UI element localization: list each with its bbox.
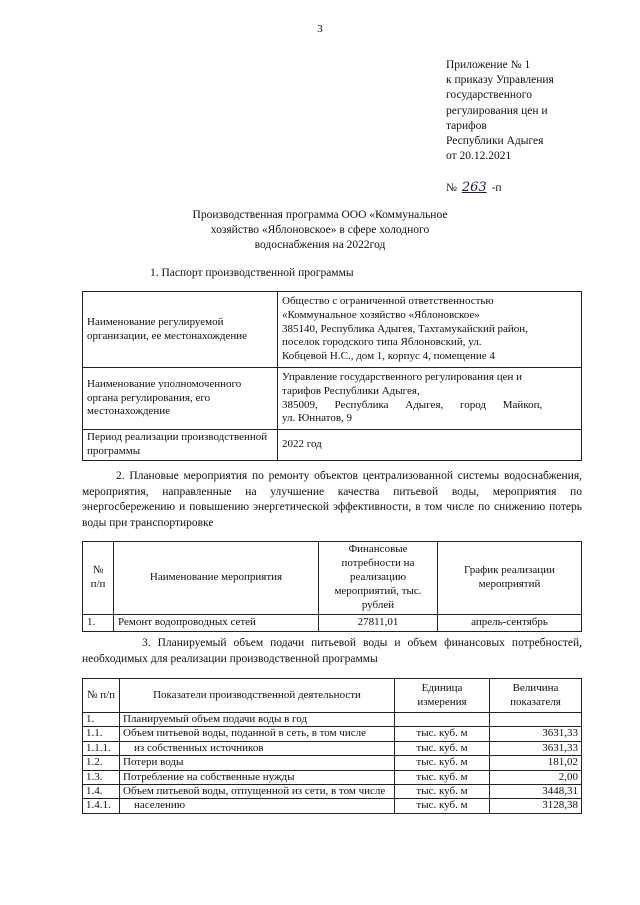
cell-num: 1.1.1. [83,741,120,755]
measures-table [82,541,582,632]
table-row [83,614,582,631]
title-line: водоснабжения на 2022год [254,238,386,251]
section2-paragraph: 2. Плановые мероприятия по ремонту объектов централизованной системы водоснабжения, мероприятия, направленные на улучшение качества питьевой воды, мероприятия по энергосбережению и повышению энергетической эффективности, в том числе по снижению потерь воды при транспортировке [82,470,582,529]
col-header-num: № п/п [83,542,114,615]
table-row [83,430,582,461]
cell-unit: тыс. куб. м [395,770,490,784]
cell-indicator: Потери воды [120,756,395,770]
table-row [83,727,582,741]
passport-value-line: Общество с ограниченной ответственностью [282,294,494,307]
cell-value [490,713,582,727]
document-title [140,208,500,253]
cell-num: 1.4.1. [83,799,120,813]
appendix-line: регулирования цен и [446,104,548,117]
order-number-suffix: -п [491,182,502,194]
table-row [83,368,582,430]
cell-schedule: апрель-сентябрь [438,614,582,631]
passport-label: Наименование регулируемой организации, ее местонахождение [83,292,278,368]
title-line: Производственная программа ООО «Коммунальное [192,209,448,221]
passport-value-line: 385140, Республика Адыгея, Тахтамукайский район, [282,322,528,335]
title-line: хозяйство «Яблоновское» в сфере холодного [210,223,430,236]
cell-finance: 27811,01 [319,614,438,631]
cell-indicator: Объем питьевой воды, отпущенной из сети, в том числе [120,785,395,799]
passport-value-line: тарифов Республики Адыгея, [282,384,420,397]
table-row [83,799,582,813]
page-number: 3 [317,23,323,35]
col-header-schedule: График реализации мероприятий [438,542,582,615]
cell-value: 3631,33 [490,727,582,741]
table-header-row [83,542,582,615]
cell-unit [395,713,490,727]
passport-value-line: Кобцевой Н.С., дом 1, корпус 4, помещение 4 [282,350,495,363]
appendix-line: Республики Адыгея [446,134,544,147]
cell-value: 3448,31 [490,785,582,799]
passport-value-line: ул. Юннатов, 9 [282,412,353,425]
section3-paragraph: 3. Планируемый объем подачи питьевой воды и объем финансовых потребностей, необходимых для реализации производственной программы [82,637,582,665]
passport-value [278,292,582,368]
section1-heading: 1. Паспорт производственной программы [150,267,354,279]
cell-unit: тыс. куб. м [395,785,490,799]
col-header-indicator: Показатели производственной деятельности [120,679,395,713]
passport-value-line: «Коммунальное хозяйство «Яблоновское» [282,308,480,321]
appendix-line: к приказу Управления [446,74,554,87]
cell-value: 181,02 [490,756,582,770]
cell-num: 1. [83,614,114,631]
cell-num: 1. [83,713,120,727]
cell-unit: тыс. куб. м [395,727,490,741]
cell-num: 1.4. [83,785,120,799]
appendix-block [446,58,626,164]
table-row [83,785,582,799]
table-row [83,713,582,727]
col-header-name: Наименование мероприятия [114,542,319,615]
appendix-line: от 20.12.2021 [446,150,512,163]
passport-table [82,291,582,461]
cell-value: 3128,38 [490,799,582,813]
cell-indicator: Потребление на собственные нужды [120,770,395,784]
passport-label: Наименование уполномоченного органа регулирования, его местонахождение [83,368,278,430]
order-number-handwritten: 263 [461,180,487,195]
table-row [83,292,582,368]
cell-unit: тыс. куб. м [395,799,490,813]
passport-value [278,430,582,461]
col-header-finance: Финансовые потребности на реализацию мероприятий, тыс. рублей [319,542,438,615]
appendix-line: Приложение № 1 [446,59,531,71]
passport-value-line: 385009, Республика Адыгея, город Майкоп, [282,398,543,411]
appendix-line: государственного [446,89,532,102]
order-number [446,180,502,197]
passport-value-line: 2022 год [282,437,322,450]
passport-value [278,368,582,430]
cell-indicator: Объем питьевой воды, поданной в сеть, в том числе [120,727,395,741]
col-header-unit: Единица измерения [395,679,490,713]
cell-value: 3631,33 [490,741,582,755]
table-header-row [83,679,582,713]
cell-unit: тыс. куб. м [395,741,490,755]
cell-num: 1.1. [83,727,120,741]
cell-indicator: населению [120,799,395,813]
appendix-line: тарифов [446,119,487,132]
col-header-value: Величина показателя [490,679,582,713]
cell-num: 1.3. [83,770,120,784]
passport-value-line: Управление государственного регулирования цен и [282,370,523,383]
passport-label: Период реализации производственной программы [83,430,278,461]
cell-indicator: из собственных источников [120,741,395,755]
table-row [83,756,582,770]
cell-num: 1.2. [83,756,120,770]
table-row [83,741,582,755]
passport-value-line: поселок городского типа Яблоновский, ул. [282,336,482,349]
col-header-num: № п/п [83,679,120,713]
cell-name: Ремонт водопроводных сетей [114,614,319,631]
indicators-table [82,678,582,814]
cell-value: 2,00 [490,770,582,784]
table-row [83,770,582,784]
order-number-prefix: № [446,182,457,194]
cell-unit: тыс. куб. м [395,756,490,770]
cell-indicator: Планируемый объем подачи воды в год [120,713,395,727]
